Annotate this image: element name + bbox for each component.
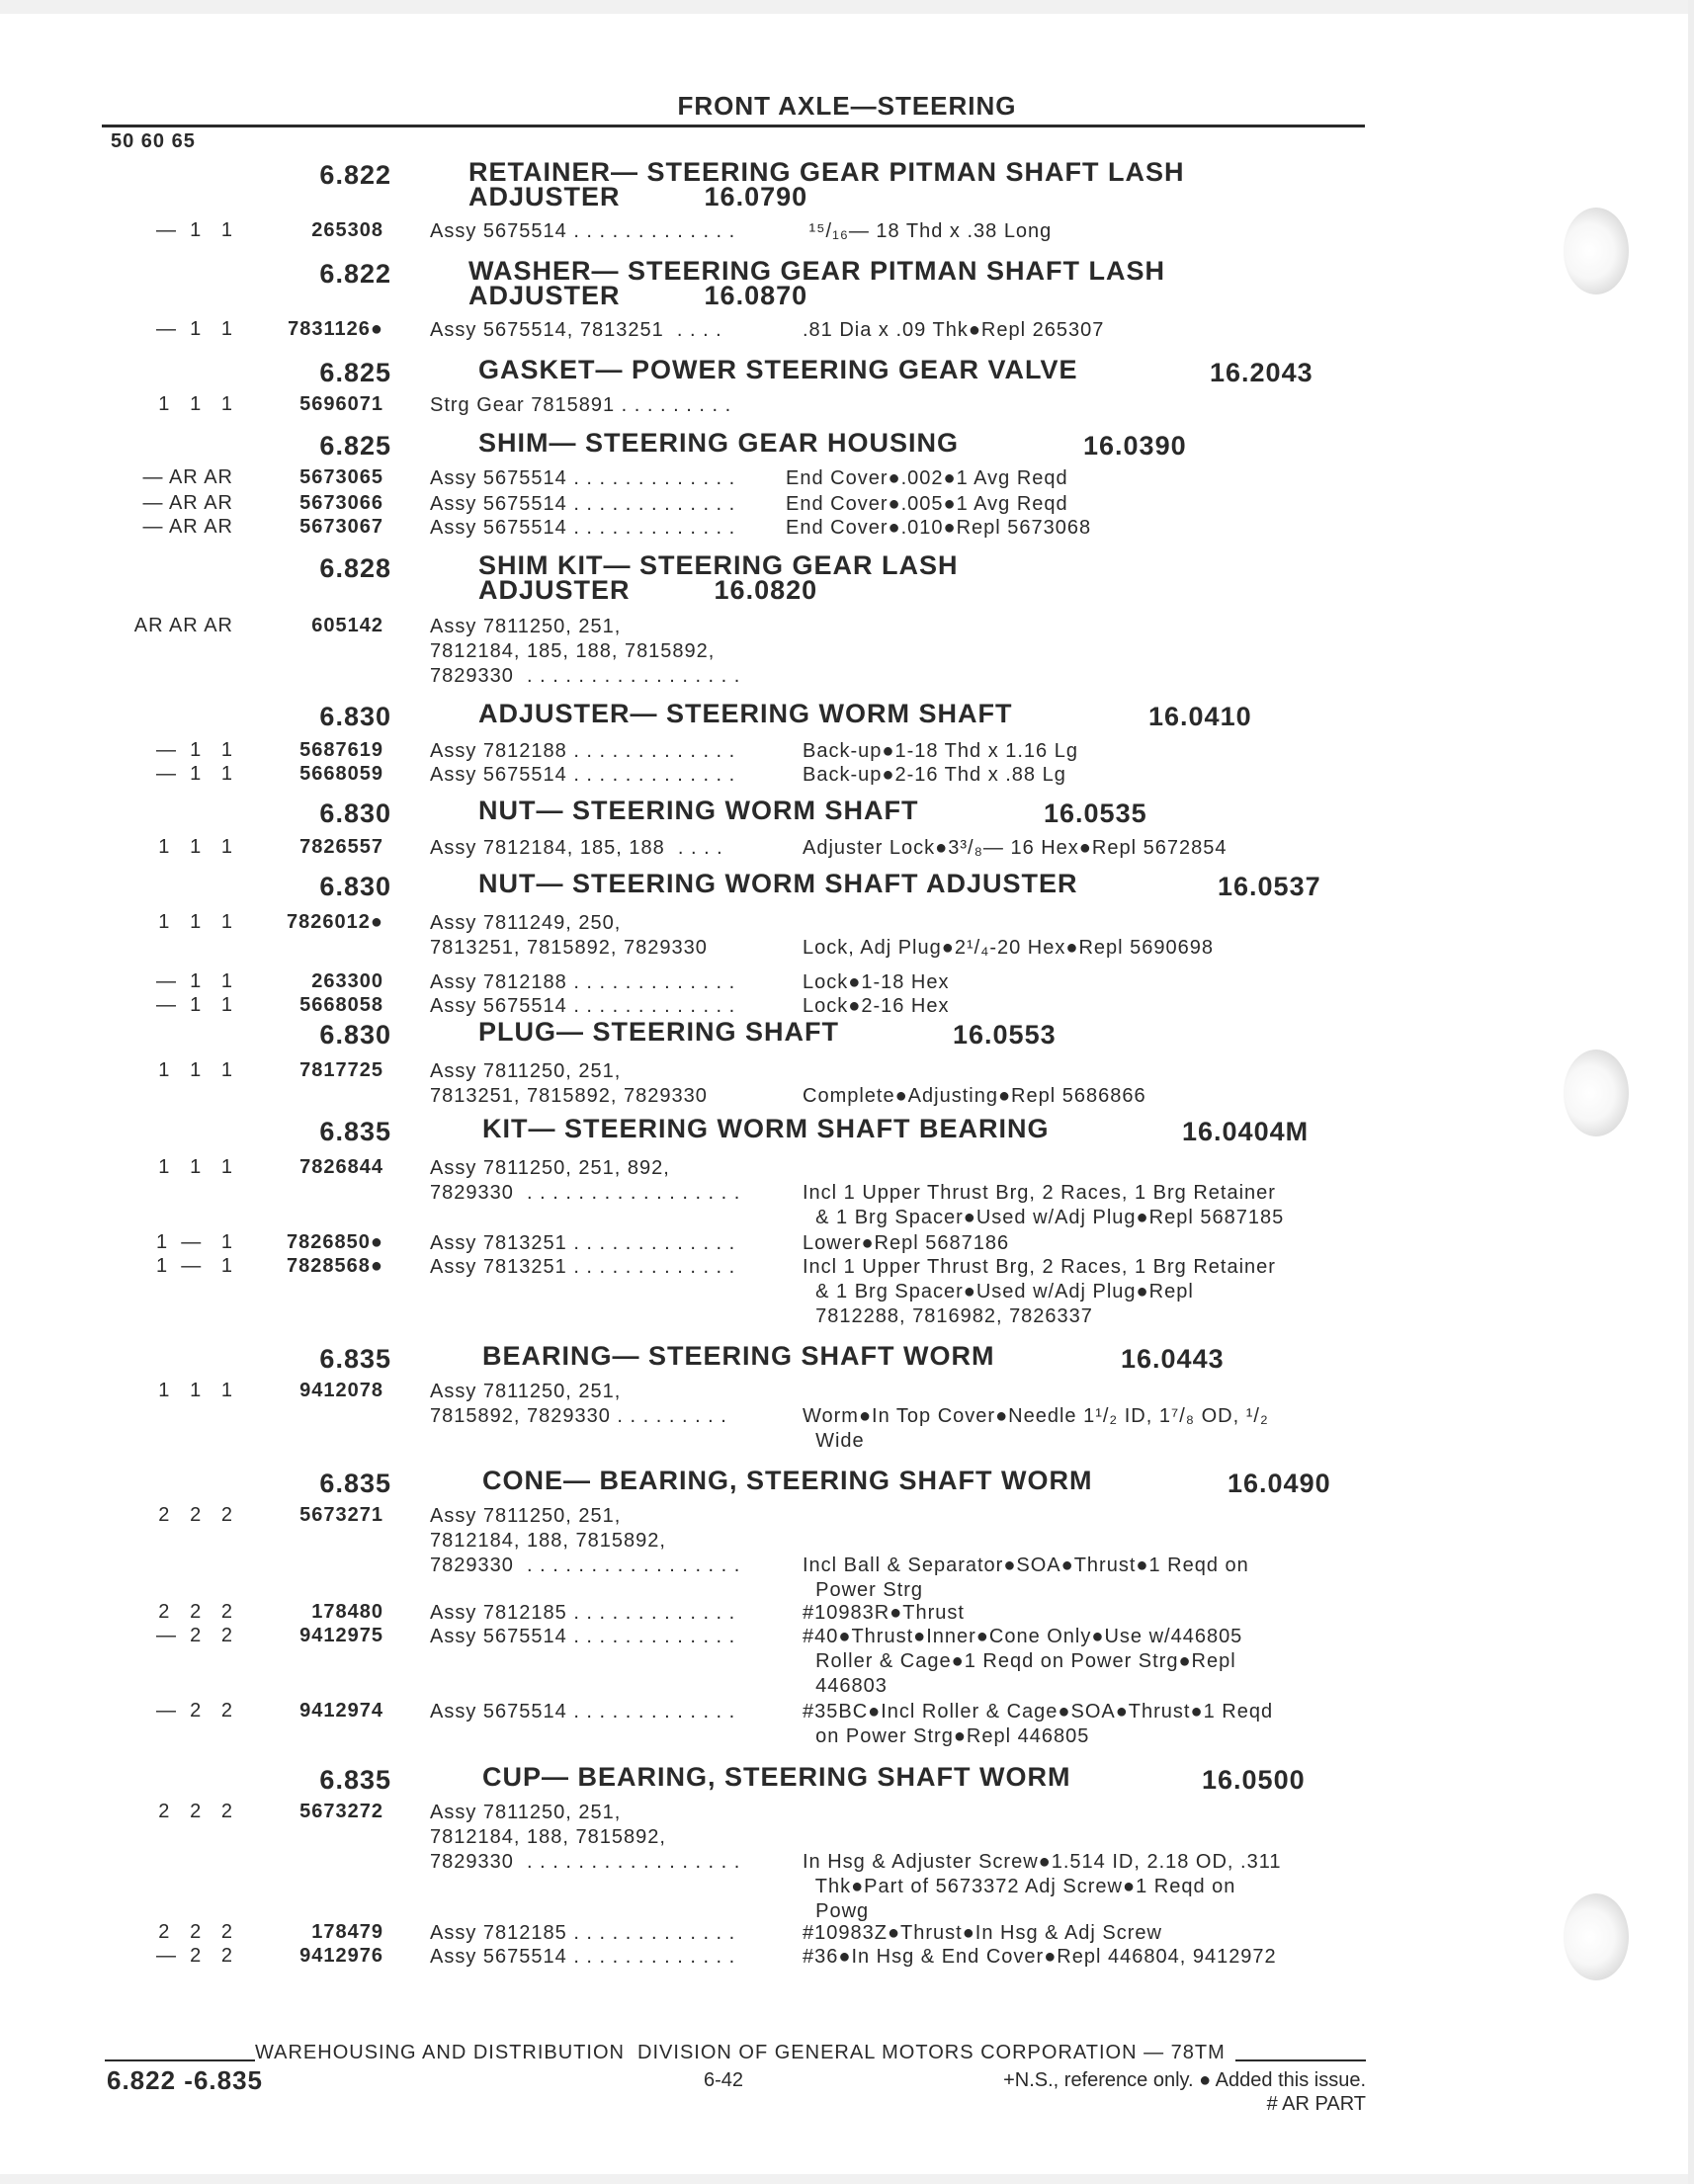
part-number: 178479 [311,1921,383,1943]
binder-hole-bottom [1564,1893,1629,1980]
part-description: Incl Ball & Separator●SOA●Thrust●1 Reqd on Power Strg [803,1554,1249,1601]
section-group-number: 16.0410 [1148,702,1252,731]
page-top-edge [0,0,1694,14]
part-number: 5673067 [299,516,383,538]
part-number: 9412078 [299,1380,383,1401]
footer-legend-ar: # AR PART [1266,2093,1366,2115]
model-quantities: — 1 1 [155,739,233,761]
footer-organization: WAREHOUSING AND DISTRIBUTION DIVISION OF GENERAL MOTORS CORPORATION — 78TM [255,2042,1226,2063]
model-quantities: — AR AR [142,466,233,488]
part-number: 5668059 [299,763,383,785]
section-title: RETAINER— STEERING GEAR PITMAN SHAFT LASH ADJUSTER 16.0790 [468,157,1185,211]
model-quantities: 1 1 1 [158,836,233,858]
application: Assy 5675514, 7813251 . . . . [430,319,722,341]
model-quantities: 2 2 2 [158,1504,233,1526]
application: Assy 7813251 . . . . . . . . . . . . . [430,1232,736,1254]
application: Assy 7811250, 251, 7812184, 188, 7815892, 7829330 . . . . . . . . . . . . . . . . . [430,1802,741,1873]
part-number: 7826844 [299,1156,383,1178]
part-description: Lower●Repl 5687186 [803,1232,1010,1254]
part-number: 5687619 [299,739,383,761]
footer-section-range: 6.822 -6.835 [107,2065,264,2095]
application: Assy 7812185 . . . . . . . . . . . . . [430,1922,736,1944]
application: Assy 5675514 . . . . . . . . . . . . . [430,493,736,515]
application: Assy 7811250, 251, 7812184, 185, 188, 7815892, 7829330 . . . . . . . . . . . . . . . . . [430,616,741,687]
part-description: .81 Dia x .09 Thk●Repl 265307 [803,319,1105,341]
footer-rule-left [105,2059,255,2061]
part-description: Incl 1 Upper Thrust Brg, 2 Races, 1 Brg Retainer & 1 Brg Spacer●Used w/Adj Plug●Repl 7812288, 7816982, 7826337 [803,1256,1276,1327]
part-number: 178480 [311,1601,383,1623]
model-quantities: 1 1 1 [158,393,233,415]
section-code: 6.835 [319,1765,391,1795]
section-title: GASKET— POWER STEERING GEAR VALVE [478,355,1078,384]
part-number: 7831126● [288,318,383,340]
application: Assy 7811250, 251, 892, 7829330 . . . . . . . . . . . . . . . . . [430,1157,741,1204]
page-bottom-edge [0,2174,1694,2184]
application: Assy 7811250, 251, 7812184, 188, 7815892, 7829330 . . . . . . . . . . . . . . . . . [430,1505,741,1576]
section-code: 6.830 [319,702,391,731]
part-number: 5696071 [299,393,383,415]
application: Assy 7812188 . . . . . . . . . . . . . [430,740,736,762]
application: Assy 5675514 . . . . . . . . . . . . . [430,995,736,1017]
model-quantities: 1 1 1 [158,911,233,933]
application: Assy 5675514 . . . . . . . . . . . . . [430,1946,736,1968]
application: Strg Gear 7815891 . . . . . . . . . [430,394,732,416]
model-quantities: — AR AR [142,492,233,514]
section-title: CONE— BEARING, STEERING SHAFT WORM [482,1466,1093,1495]
model-quantities: 2 2 2 [158,1921,233,1943]
part-description: Back-up●1-18 Thd x 1.16 Lg [803,740,1078,762]
model-quantities: AR AR AR [133,615,233,636]
model-columns-header: 50 60 65 [111,130,196,152]
part-number: 9412975 [299,1625,383,1646]
model-quantities: — 1 1 [155,219,233,241]
section-code: 6.830 [319,872,391,901]
application: Assy 5675514 . . . . . . . . . . . . . [430,1626,736,1647]
part-description: Adjuster Lock●3³/₈— 16 Hex●Repl 5672854 [803,837,1228,859]
section-title: ADJUSTER— STEERING WORM SHAFT [478,699,1013,728]
section-title: NUT— STEERING WORM SHAFT ADJUSTER [478,869,1078,898]
part-description: Back-up●2-16 Thd x .88 Lg [803,764,1066,786]
section-title: NUT— STEERING WORM SHAFT [478,796,919,825]
model-quantities: 2 2 2 [158,1801,233,1822]
part-number: 7826850● [287,1231,383,1253]
application: Assy 7811250, 251, 7813251, 7815892, 7829330 [430,1060,708,1107]
section-title: BEARING— STEERING SHAFT WORM [482,1341,995,1371]
section-code: 6.835 [319,1117,391,1146]
part-description: #36●In Hsg & End Cover●Repl 446804, 9412972 [803,1946,1277,1968]
page-right-edge [1688,0,1694,2184]
binder-hole-middle [1564,1050,1629,1136]
part-number: 605142 [311,615,383,636]
part-description: ¹⁵/₁₆— 18 Thd x .38 Long [803,220,1053,242]
part-description: End Cover●.010●Repl 5673068 [786,517,1092,539]
header-rule [102,125,1365,127]
model-quantities: — 1 1 [155,318,233,340]
section-code: 6.822 [319,160,391,190]
model-quantities: — 1 1 [155,763,233,785]
part-description: Complete●Adjusting●Repl 5686866 [803,1085,1146,1107]
application: Assy 7813251 . . . . . . . . . . . . . [430,1256,736,1278]
part-description: #35BC●Incl Roller & Cage●SOA●Thrust●1 Reqd on Power Strg●Repl 446805 [803,1701,1274,1747]
part-number: 7817725 [299,1059,383,1081]
binder-hole-top [1564,208,1629,294]
page-title: FRONT AXLE—STEERING [677,91,1017,121]
section-group-number: 16.0390 [1083,431,1187,461]
part-number: 9412974 [299,1700,383,1722]
section-code: 6.830 [319,798,391,828]
model-quantities: 2 2 2 [158,1601,233,1623]
part-description: #40●Thrust●Inner●Cone Only●Use w/446805 Roller & Cage●1 Reqd on Power Strg●Repl 446803 [803,1626,1243,1697]
model-quantities: — 2 2 [155,1625,233,1646]
part-description: Lock●2-16 Hex [803,995,950,1017]
part-number: 265308 [311,219,383,241]
application: Assy 7811250, 251, 7815892, 7829330 . . . . . . . . . [430,1381,727,1427]
footer-page-number: 6-42 [704,2069,744,2091]
part-number: 7826557 [299,836,383,858]
application: Assy 7812188 . . . . . . . . . . . . . [430,971,736,993]
part-number: 5668058 [299,994,383,1016]
part-number: 5673066 [299,492,383,514]
model-quantities: 1 1 1 [158,1156,233,1178]
part-number: 5673065 [299,466,383,488]
model-quantities: 1 1 1 [158,1059,233,1081]
application: Assy 5675514 . . . . . . . . . . . . . [430,517,736,539]
part-description: Incl 1 Upper Thrust Brg, 2 Races, 1 Brg Retainer & 1 Brg Spacer●Used w/Adj Plug●Repl 5687185 [803,1182,1285,1228]
part-number: 5673272 [299,1801,383,1822]
model-quantities: 1 — 1 [155,1231,233,1253]
section-code: 6.822 [319,259,391,289]
part-description: Worm●In Top Cover●Needle 1¹/₂ ID, 1⁷/₈ OD, ¹/₂ Wide [803,1405,1269,1452]
section-title: SHIM KIT— STEERING GEAR LASH ADJUSTER 16.0820 [478,550,959,605]
application: Assy 5675514 . . . . . . . . . . . . . [430,764,736,786]
part-description: Lock●1-18 Hex [803,971,950,993]
part-description: #10983R●Thrust [803,1602,965,1624]
part-number: 263300 [311,970,383,992]
model-quantities: 1 1 1 [158,1380,233,1401]
part-description: In Hsg & Adjuster Screw●1.514 ID, 2.18 OD, .311 Thk●Part of 5673372 Adj Screw●1 Reqd on Powg [803,1851,1282,1922]
section-group-number: 16.0404M [1182,1117,1310,1146]
section-group-number: 16.0553 [953,1020,1057,1050]
model-quantities: — 2 2 [155,1700,233,1722]
part-number: 5673271 [299,1504,383,1526]
section-code: 6.835 [319,1469,391,1498]
model-quantities: — AR AR [142,516,233,538]
footer-rule-right [1235,2059,1366,2061]
section-code: 6.835 [319,1344,391,1374]
part-description: Lock, Adj Plug●2¹/₄-20 Hex●Repl 5690698 [803,937,1214,959]
section-code: 6.825 [319,358,391,387]
application: Assy 5675514 . . . . . . . . . . . . . [430,467,736,489]
section-code: 6.825 [319,431,391,461]
section-group-number: 16.0500 [1202,1765,1306,1795]
model-quantities: — 1 1 [155,994,233,1016]
application: Assy 5675514 . . . . . . . . . . . . . [430,1701,736,1722]
part-number: 7826012● [287,911,383,933]
section-title: SHIM— STEERING GEAR HOUSING [478,428,960,458]
section-group-number: 16.0537 [1218,872,1321,901]
section-title: PLUG— STEERING SHAFT [478,1017,840,1047]
section-code: 6.830 [319,1020,391,1050]
model-quantities: 1 — 1 [155,1255,233,1277]
part-number: 9412976 [299,1945,383,1967]
part-description: End Cover●.005●1 Avg Reqd [786,493,1068,515]
section-title: WASHER— STEERING GEAR PITMAN SHAFT LASH ADJUSTER 16.0870 [468,256,1166,310]
section-group-number: 16.2043 [1210,358,1313,387]
application: Assy 7812184, 185, 188 . . . . [430,837,723,859]
application: Assy 7812185 . . . . . . . . . . . . . [430,1602,736,1624]
model-quantities: — 1 1 [155,970,233,992]
footer-legend: +N.S., reference only. ● Added this issue. [1003,2069,1366,2091]
section-group-number: 16.0535 [1044,798,1147,828]
part-description: End Cover●.002●1 Avg Reqd [786,467,1068,489]
section-group-number: 16.0490 [1228,1469,1331,1498]
part-number: 7828568● [287,1255,383,1277]
application: Assy 7811249, 250, 7813251, 7815892, 7829330 [430,912,708,959]
section-title: KIT— STEERING WORM SHAFT BEARING [482,1114,1050,1143]
section-code: 6.828 [319,553,391,583]
model-quantities: — 2 2 [155,1945,233,1967]
section-group-number: 16.0443 [1121,1344,1225,1374]
section-title: CUP— BEARING, STEERING SHAFT WORM [482,1762,1071,1792]
part-description: #10983Z●Thrust●In Hsg & Adj Screw [803,1922,1162,1944]
application: Assy 5675514 . . . . . . . . . . . . . [430,220,736,242]
